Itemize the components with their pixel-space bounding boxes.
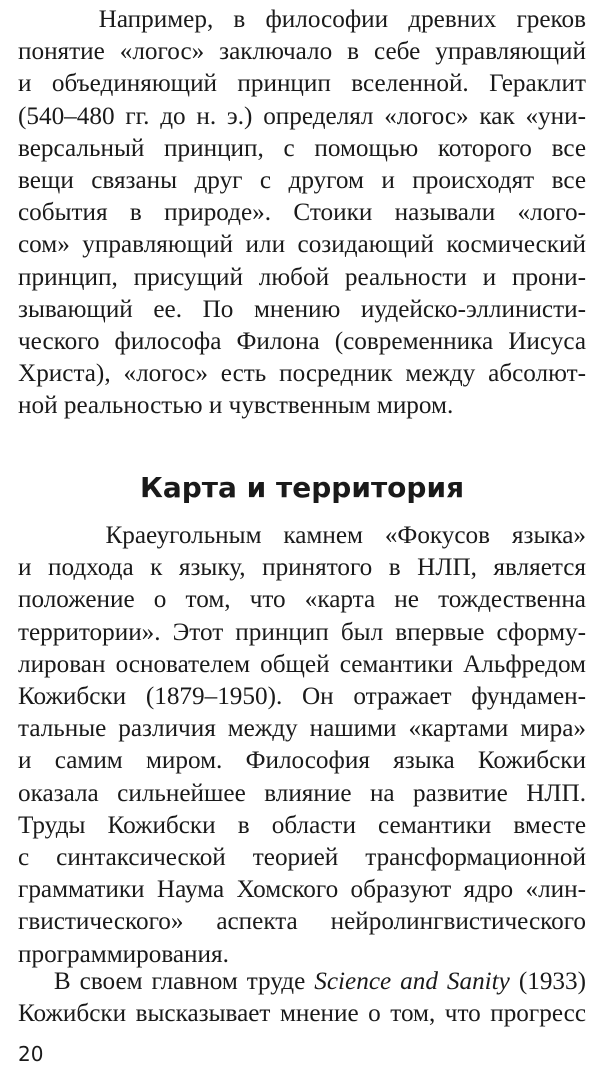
text-line: события в природе». Стоики называли «лого- bbox=[18, 199, 586, 227]
text-line: гвистического» аспекта нейролингвистического bbox=[18, 908, 586, 936]
text-line: Труды Кожибски в области семантики вместе bbox=[18, 811, 586, 839]
text-line: лирован основателем общей семантики Альфредом bbox=[18, 650, 586, 678]
text-line: Кожибски (1879–1950). Он отражает фундамен- bbox=[18, 683, 586, 711]
text-line: Христа), «логос» есть посредник между абсолют- bbox=[18, 360, 586, 388]
text-line: ной реальностью и чувственным миром. bbox=[18, 392, 454, 420]
book-page bbox=[18, 0, 586, 1076]
text-line: и подхода к языку, принятого в НЛП, является bbox=[18, 554, 586, 582]
text-line: (540–480 гг. до н. э.) определял «логос» как «уни- bbox=[18, 102, 586, 130]
text-line: понятие «логос» заключало в себе управляющий bbox=[18, 38, 586, 66]
page-number: 20 bbox=[18, 1042, 44, 1066]
text-line: положение о том, что «карта не тождественна bbox=[18, 586, 586, 614]
text-line: Например, в философии древних греков bbox=[18, 6, 586, 33]
text-line: вещи связаны друг с другом и происходят все bbox=[18, 167, 586, 195]
book-title: Science and Sanity bbox=[314, 968, 510, 995]
text-line: Кожибски высказывает мнение о том, что прогресс bbox=[18, 1000, 586, 1028]
text-line: оказала сильнейшее влияние на развитие НЛП. bbox=[18, 779, 586, 807]
section-heading: Карта и территория bbox=[139, 471, 465, 504]
text-line: грамматики Наума Хомского образуют ядро «лин- bbox=[18, 876, 586, 904]
text-line: с синтаксической теорией трансформационной bbox=[18, 844, 586, 872]
text-line: и объединяющий принцип вселенной. Гераклит bbox=[18, 70, 586, 98]
text-line: В своем главном труде Science and Sanity (1933) bbox=[18, 968, 586, 995]
text-line: Краеугольным камнем «Фокусов языка» bbox=[18, 522, 586, 549]
text-line: программирования. bbox=[18, 940, 229, 968]
text-line: сом» управляющий или созидающий космический bbox=[18, 231, 586, 259]
text-line: версальный принцип, с помощью которого все bbox=[18, 134, 586, 162]
text-line: тальные различия между нашими «картами мира» bbox=[18, 715, 586, 743]
paragraph-science-sanity bbox=[18, 966, 586, 1030]
paragraph-map-territory bbox=[18, 520, 586, 971]
text-line: принцип, присущий любой реальности и прони- bbox=[18, 263, 586, 291]
text-line: территории». Этот принцип был впервые сформу- bbox=[18, 618, 586, 646]
text-line: ческого философа Филона (современника Иисуса bbox=[18, 328, 586, 356]
text-line: и самим миром. Философия языка Кожибски bbox=[18, 747, 586, 775]
paragraph-logos bbox=[18, 4, 586, 423]
text-line: зывающий ее. По мнению иудейско-эллинисти- bbox=[18, 295, 586, 323]
